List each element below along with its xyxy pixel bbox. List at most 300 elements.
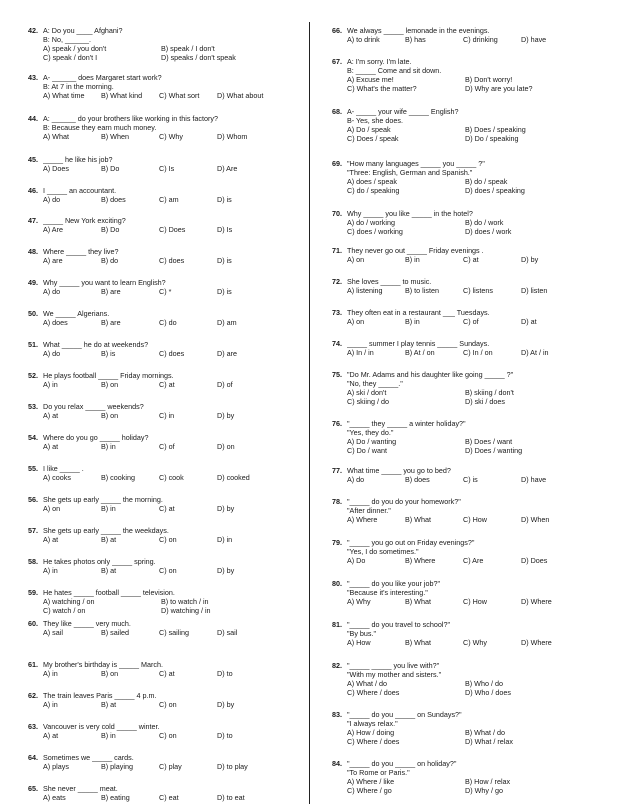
answer-option[interactable]: C) Do / want	[347, 446, 387, 455]
question-number: 45.	[28, 155, 38, 164]
answer-option[interactable]: A) How	[347, 638, 371, 647]
question-body	[347, 538, 609, 565]
answer-option[interactable]: A) do / working	[347, 218, 395, 227]
answer-option[interactable]: D) At / in	[521, 348, 549, 357]
answer-option[interactable]: B) What	[405, 515, 431, 524]
answer-option[interactable]: A) watching / on	[43, 597, 95, 606]
answer-option[interactable]: C) eat	[159, 793, 179, 802]
answer-options	[347, 348, 609, 357]
answer-options	[43, 349, 305, 358]
answer-option[interactable]: C) Does	[159, 225, 186, 234]
answer-option[interactable]: C) What sort	[159, 91, 200, 100]
answer-option[interactable]: C) Why	[159, 132, 183, 141]
question-body	[43, 784, 305, 802]
question-text: "Yes, they do."	[347, 428, 394, 437]
column-divider	[309, 22, 310, 804]
answer-option[interactable]: A) does	[43, 318, 68, 327]
question-number: 68.	[332, 107, 342, 116]
answer-option[interactable]: B) to watch / in	[161, 597, 209, 606]
answer-option[interactable]: C) speak / don't I	[43, 53, 98, 62]
question-body	[43, 526, 305, 544]
question-body	[43, 216, 305, 234]
answer-option[interactable]: D) at	[521, 317, 537, 326]
question-body	[347, 759, 609, 795]
answer-option[interactable]: C) What's the matter?	[347, 84, 417, 93]
answer-options	[43, 287, 305, 296]
question-number: 67.	[332, 57, 342, 66]
answer-option[interactable]: C) on	[159, 566, 177, 575]
answer-option[interactable]: A) in	[43, 700, 58, 709]
answer-option[interactable]: D) watching / in	[161, 606, 211, 615]
answer-option[interactable]: C) cook	[159, 473, 184, 482]
question-number: 77.	[332, 466, 342, 475]
question-number: 55.	[28, 464, 38, 473]
answer-option[interactable]: D) by	[521, 255, 539, 264]
answer-options	[43, 762, 305, 771]
question-number: 60.	[28, 619, 38, 628]
answer-option[interactable]: D) listen	[521, 286, 548, 295]
question-text: My brother's birthday is _____ March.	[43, 660, 164, 669]
answer-option[interactable]: C) is	[463, 475, 478, 484]
question-number: 65.	[28, 784, 38, 793]
answer-options	[347, 218, 609, 236]
answer-option[interactable]: C) sailing	[159, 628, 189, 637]
question-body	[43, 619, 305, 637]
question-text: _____ New York exciting?	[43, 216, 126, 225]
answer-options	[347, 638, 609, 647]
answer-options	[347, 556, 609, 565]
question-text: Why _____ you like _____ in the hotel?	[347, 209, 473, 218]
answer-option[interactable]: B) at	[101, 566, 117, 575]
answer-option[interactable]: C) How	[463, 515, 487, 524]
question-number: 75.	[332, 370, 342, 379]
answer-option[interactable]: C) Is	[159, 164, 175, 173]
answer-options	[43, 256, 305, 265]
answer-option[interactable]: D) Do / speaking	[465, 134, 519, 143]
answer-option[interactable]: B) at	[101, 700, 117, 709]
answer-option[interactable]: A) in	[43, 669, 58, 678]
question-number: 82.	[332, 661, 342, 670]
answer-option[interactable]: C) Where / go	[347, 786, 392, 795]
answer-option[interactable]: D) is	[217, 287, 232, 296]
question-body	[347, 308, 609, 326]
question-body	[347, 57, 609, 93]
answer-option[interactable]: D) to eat	[217, 793, 245, 802]
answer-option[interactable]: B) in	[101, 504, 116, 513]
answer-option[interactable]: B) Do	[101, 164, 120, 173]
answer-options	[347, 777, 609, 795]
answer-option[interactable]: A) do	[347, 475, 365, 484]
answer-option[interactable]: C) play	[159, 762, 182, 771]
answer-option[interactable]: A) Are	[43, 225, 63, 234]
answer-option[interactable]: A) Where / like	[347, 777, 395, 786]
answer-option[interactable]: D) by	[217, 566, 235, 575]
question-body	[43, 340, 305, 358]
answer-option[interactable]: B) in	[405, 317, 420, 326]
question-number: 56.	[28, 495, 38, 504]
answer-option[interactable]: B) eating	[101, 793, 130, 802]
answer-option[interactable]: D) speaks / don't speak	[161, 53, 236, 62]
question-number: 48.	[28, 247, 38, 256]
question-text: "Yes, I do sometimes."	[347, 547, 419, 556]
question-text: They often eat in a restaurant ___ Tuesdays.	[347, 308, 490, 317]
answer-option[interactable]: C) in	[159, 411, 175, 420]
answer-options	[43, 535, 305, 544]
question-number: 46.	[28, 186, 38, 195]
answer-option[interactable]: A) does / speak	[347, 177, 397, 186]
answer-option[interactable]: B) do / speak	[465, 177, 508, 186]
question-body	[347, 620, 609, 647]
answer-option[interactable]: D) Where	[521, 638, 552, 647]
answer-option[interactable]: A) at	[43, 442, 59, 451]
answer-option[interactable]: A) on	[347, 317, 365, 326]
question-number: 43.	[28, 73, 38, 82]
question-body	[347, 277, 609, 295]
answer-options	[347, 125, 609, 143]
answer-option[interactable]: A) at	[43, 731, 59, 740]
question-text: _____ summer I play tennis _____ Sundays.	[347, 339, 490, 348]
answer-option[interactable]: D) Does / wanting	[465, 446, 523, 455]
question-text: "_____ you go out on Friday evenings?"	[347, 538, 475, 547]
answer-options	[347, 286, 609, 295]
answer-options	[43, 132, 305, 141]
answer-options	[347, 317, 609, 326]
answer-option[interactable]: B) at	[101, 535, 117, 544]
question-number: 64.	[28, 753, 38, 762]
answer-option[interactable]: C) skiing / do	[347, 397, 389, 406]
answer-option[interactable]: B) are	[101, 318, 121, 327]
answer-option[interactable]: B) cooking	[101, 473, 135, 482]
answer-option[interactable]: D) are	[217, 349, 237, 358]
answer-option[interactable]: B) Who / do	[465, 679, 503, 688]
answer-option[interactable]: B) What	[405, 638, 431, 647]
answer-option[interactable]: A) listening	[347, 286, 383, 295]
question-text: "With my mother and sisters."	[347, 670, 442, 679]
question-number: 52.	[28, 371, 38, 380]
question-text: "_____ do you travel to school?"	[347, 620, 451, 629]
question-text: B: No, ______.	[43, 35, 91, 44]
answer-option[interactable]: B) Where	[405, 556, 436, 565]
answer-option[interactable]: A) Do	[347, 556, 366, 565]
answer-option[interactable]: A) Why	[347, 597, 371, 606]
answer-option[interactable]: B) sailed	[101, 628, 129, 637]
answer-options	[43, 91, 305, 100]
answer-option[interactable]: C) on	[159, 731, 177, 740]
answer-options	[43, 628, 305, 637]
answer-option[interactable]: A) are	[43, 256, 63, 265]
answer-option[interactable]: B) on	[101, 669, 119, 678]
answer-option[interactable]: D) of	[217, 380, 233, 389]
question-text: B- Yes, she does.	[347, 116, 403, 125]
question-body	[347, 159, 609, 195]
answer-options	[347, 597, 609, 606]
answer-option[interactable]: D) is	[217, 195, 232, 204]
answer-options	[43, 669, 305, 678]
question-text: What _____ he do at weekends?	[43, 340, 149, 349]
answer-option[interactable]: C) How	[463, 597, 487, 606]
answer-option[interactable]: D) have	[521, 35, 547, 44]
answer-options	[347, 35, 609, 44]
answer-option[interactable]: A) do	[43, 349, 61, 358]
answer-option[interactable]: A) do	[43, 195, 61, 204]
question-number: 49.	[28, 278, 38, 287]
answer-options	[347, 475, 609, 484]
answer-option[interactable]: D) on	[217, 442, 235, 451]
answer-option[interactable]: A) Do / speak	[347, 125, 391, 134]
answer-option[interactable]: D) am	[217, 318, 237, 327]
answer-options	[43, 793, 305, 802]
answer-option[interactable]: A) speak / you don't	[43, 44, 107, 53]
question-number: 51.	[28, 340, 38, 349]
answer-option[interactable]: C) am	[159, 195, 179, 204]
answer-option[interactable]: A) eats	[43, 793, 66, 802]
question-text: "_____ do you like your job?"	[347, 579, 441, 588]
answer-option[interactable]: D) When	[521, 515, 550, 524]
answer-option[interactable]: A) In / in	[347, 348, 374, 357]
answer-options	[43, 473, 305, 482]
answer-option[interactable]: C) Where / does	[347, 737, 400, 746]
question-number: 42.	[28, 26, 38, 35]
answer-option[interactable]: D) Where	[521, 597, 552, 606]
question-text: "_____ do you do your homework?"	[347, 497, 461, 506]
answer-option[interactable]: A) in	[43, 566, 58, 575]
question-text: "To Rome or Paris."	[347, 768, 410, 777]
answer-option[interactable]: A) Do / wanting	[347, 437, 397, 446]
answer-option[interactable]: B) is	[101, 349, 116, 358]
answer-option[interactable]: D) does / speaking	[465, 186, 525, 195]
answer-option[interactable]: B) Does / speaking	[465, 125, 526, 134]
answer-option[interactable]: B) do / work	[465, 218, 504, 227]
answer-option[interactable]: B) to listen	[405, 286, 439, 295]
answer-option[interactable]: C) drinking	[463, 35, 498, 44]
answer-option[interactable]: B) Do	[101, 225, 120, 234]
answer-option[interactable]: B) speak / I don't	[161, 44, 215, 53]
answer-option[interactable]: C) does / working	[347, 227, 403, 236]
answer-options	[347, 437, 609, 455]
answer-option[interactable]: C) do / speaking	[347, 186, 400, 195]
answer-option[interactable]: A) at	[43, 411, 59, 420]
answer-option[interactable]: D) cooked	[217, 473, 250, 482]
question-text: "Three: English, German and Spanish."	[347, 168, 473, 177]
question-text: She gets up early _____ the morning.	[43, 495, 163, 504]
answer-option[interactable]: D) What / relax	[465, 737, 513, 746]
answer-option[interactable]: B) in	[405, 255, 420, 264]
answer-option[interactable]: B) When	[101, 132, 129, 141]
question-text: B: _____ Come and sit down.	[347, 66, 442, 75]
question-number: 63.	[28, 722, 38, 731]
answer-option[interactable]: D) does / work	[465, 227, 512, 236]
answer-option[interactable]: D) to play	[217, 762, 248, 771]
question-body	[43, 722, 305, 740]
answer-option[interactable]: B) How / relax	[465, 777, 511, 786]
answer-option[interactable]: A) sail	[43, 628, 63, 637]
question-body	[43, 433, 305, 451]
answer-options	[43, 442, 305, 451]
answer-option[interactable]: B) Does / want	[465, 437, 513, 446]
answer-option[interactable]: B) Don't worry!	[465, 75, 513, 84]
answer-option[interactable]: C) of	[159, 442, 175, 451]
answer-option[interactable]: B) What / do	[465, 728, 505, 737]
question-text: "_____ _____ you live with?"	[347, 661, 440, 670]
answer-option[interactable]: A) Excuse me!	[347, 75, 394, 84]
answer-option[interactable]: D) by	[217, 700, 235, 709]
answer-option[interactable]: B) do	[101, 256, 119, 265]
answer-option[interactable]: D) in	[217, 535, 233, 544]
answer-option[interactable]: B) in	[101, 442, 116, 451]
answer-option[interactable]: D) Does	[521, 556, 548, 565]
answer-options	[43, 700, 305, 709]
question-number: 69.	[332, 159, 342, 168]
question-number: 59.	[28, 588, 38, 597]
answer-option[interactable]: D) Why / go	[465, 786, 503, 795]
question-text: She never _____ meat.	[43, 784, 118, 793]
question-text: He takes photos only _____ spring.	[43, 557, 156, 566]
answer-option[interactable]: B) are	[101, 287, 121, 296]
answer-option[interactable]: D) sail	[217, 628, 238, 637]
answer-option[interactable]: C) Are	[463, 556, 484, 565]
answer-option[interactable]: C) on	[159, 700, 177, 709]
question-text: They never go out _____ Friday evenings .	[347, 246, 484, 255]
answer-options	[347, 728, 609, 746]
question-body	[43, 402, 305, 420]
answer-option[interactable]: A) on	[43, 504, 61, 513]
question-number: 72.	[332, 277, 342, 286]
question-body	[43, 557, 305, 575]
answer-option[interactable]: B) What kind	[101, 91, 143, 100]
answer-options	[347, 255, 609, 264]
answer-options	[347, 679, 609, 697]
question-body	[347, 107, 609, 143]
answer-option[interactable]: D) have	[521, 475, 547, 484]
answer-option[interactable]: A) What	[43, 132, 69, 141]
question-body	[347, 661, 609, 697]
answer-option[interactable]: C) does	[159, 256, 185, 265]
answer-option[interactable]: D) Is	[217, 225, 233, 234]
answer-option[interactable]: C) of	[463, 317, 479, 326]
answer-options	[347, 75, 609, 93]
answer-option[interactable]: C) do	[159, 318, 177, 327]
question-number: 83.	[332, 710, 342, 719]
answer-option[interactable]: B) At / on	[405, 348, 435, 357]
answer-options	[43, 380, 305, 389]
question-number: 70.	[332, 209, 342, 218]
answer-option[interactable]: D) to	[217, 669, 233, 678]
answer-option[interactable]: C) listens	[463, 286, 493, 295]
answer-option[interactable]: A) What time	[43, 91, 85, 100]
answer-option[interactable]: C) at	[159, 669, 175, 678]
question-text: What time _____ you go to bed?	[347, 466, 451, 475]
question-body	[43, 155, 305, 173]
answer-option[interactable]: B) in	[101, 731, 116, 740]
answer-option[interactable]: D) is	[217, 256, 232, 265]
answer-option[interactable]: C) In / on	[463, 348, 493, 357]
answer-options	[43, 504, 305, 513]
answer-option[interactable]: B) does	[101, 195, 126, 204]
answer-option[interactable]: A) do	[43, 287, 61, 296]
question-number: 76.	[332, 419, 342, 428]
question-text: B: Because they earn much money.	[43, 123, 157, 132]
answer-options	[43, 731, 305, 740]
answer-option[interactable]: A) cooks	[43, 473, 71, 482]
answer-option[interactable]: D) Who / does	[465, 688, 511, 697]
answer-option[interactable]: A) on	[347, 255, 365, 264]
question-number: 57.	[28, 526, 38, 535]
answer-option[interactable]: B) skiing / don't	[465, 388, 514, 397]
question-body	[347, 419, 609, 455]
answer-option[interactable]: B) What	[405, 597, 431, 606]
answer-option[interactable]: A) ski / don't	[347, 388, 387, 397]
answer-option[interactable]: D) by	[217, 411, 235, 420]
question-body	[43, 660, 305, 678]
answer-option[interactable]: D) What about	[217, 91, 264, 100]
answer-option[interactable]: B) playing	[101, 762, 133, 771]
question-text: Do you relax _____ weekends?	[43, 402, 144, 411]
answer-option[interactable]: A) to drink	[347, 35, 380, 44]
answer-option[interactable]: D) ski / does	[465, 397, 505, 406]
answer-option[interactable]: A) What / do	[347, 679, 387, 688]
question-number: 71.	[332, 246, 342, 255]
question-text: "_____ they _____ a winter holiday?"	[347, 419, 466, 428]
answer-option[interactable]: D) to	[217, 731, 233, 740]
answer-option[interactable]: D) Are	[217, 164, 238, 173]
answer-option[interactable]: C) Why	[463, 638, 487, 647]
answer-option[interactable]: D) Whom	[217, 132, 248, 141]
answer-option[interactable]: A) Does	[43, 164, 69, 173]
answer-option[interactable]: C) at	[463, 255, 479, 264]
answer-option[interactable]: D) Why are you late?	[465, 84, 533, 93]
question-body	[347, 497, 609, 524]
answer-option[interactable]: C) Where / does	[347, 688, 400, 697]
question-number: 61.	[28, 660, 38, 669]
answer-option[interactable]: C) on	[159, 535, 177, 544]
question-number: 79.	[332, 538, 342, 547]
answer-option[interactable]: C) watch / on	[43, 606, 86, 615]
answer-option[interactable]: A) in	[43, 380, 58, 389]
answer-option[interactable]: B) has	[405, 35, 426, 44]
answer-option[interactable]: C) at	[159, 504, 175, 513]
question-number: 58.	[28, 557, 38, 566]
answer-option[interactable]: A) plays	[43, 762, 69, 771]
answer-option[interactable]: B) does	[405, 475, 430, 484]
question-body	[43, 371, 305, 389]
question-body	[43, 691, 305, 709]
answer-options	[347, 177, 609, 195]
answer-option[interactable]: C) does	[159, 349, 185, 358]
answer-option[interactable]: C) Does / speak	[347, 134, 399, 143]
question-text: A: ______ do your brothers like working in this factory?	[43, 114, 218, 123]
question-text: Why _____ you want to learn English?	[43, 278, 166, 287]
question-text: I _____ an accountant.	[43, 186, 117, 195]
question-text: "By bus."	[347, 629, 377, 638]
question-text: A: Do you ____ Afghani?	[43, 26, 123, 35]
answer-option[interactable]: C) *	[159, 287, 172, 296]
answer-option[interactable]: A) Where	[347, 515, 378, 524]
answer-options	[43, 566, 305, 575]
answer-option[interactable]: C) at	[159, 380, 175, 389]
answer-option[interactable]: A) How / doing	[347, 728, 395, 737]
answer-options	[43, 597, 305, 615]
question-text: We _____ Algerians.	[43, 309, 110, 318]
answer-option[interactable]: D) by	[217, 504, 235, 513]
question-text: She gets up early _____ the weekdays.	[43, 526, 169, 535]
answer-option[interactable]: A) at	[43, 535, 59, 544]
question-number: 81.	[332, 620, 342, 629]
answer-option[interactable]: B) on	[101, 411, 119, 420]
answer-option[interactable]: B) on	[101, 380, 119, 389]
answer-options	[43, 225, 305, 234]
question-text: "How many languages _____ you _____ ?"	[347, 159, 485, 168]
question-text: A: I'm sorry. I'm late.	[347, 57, 412, 66]
